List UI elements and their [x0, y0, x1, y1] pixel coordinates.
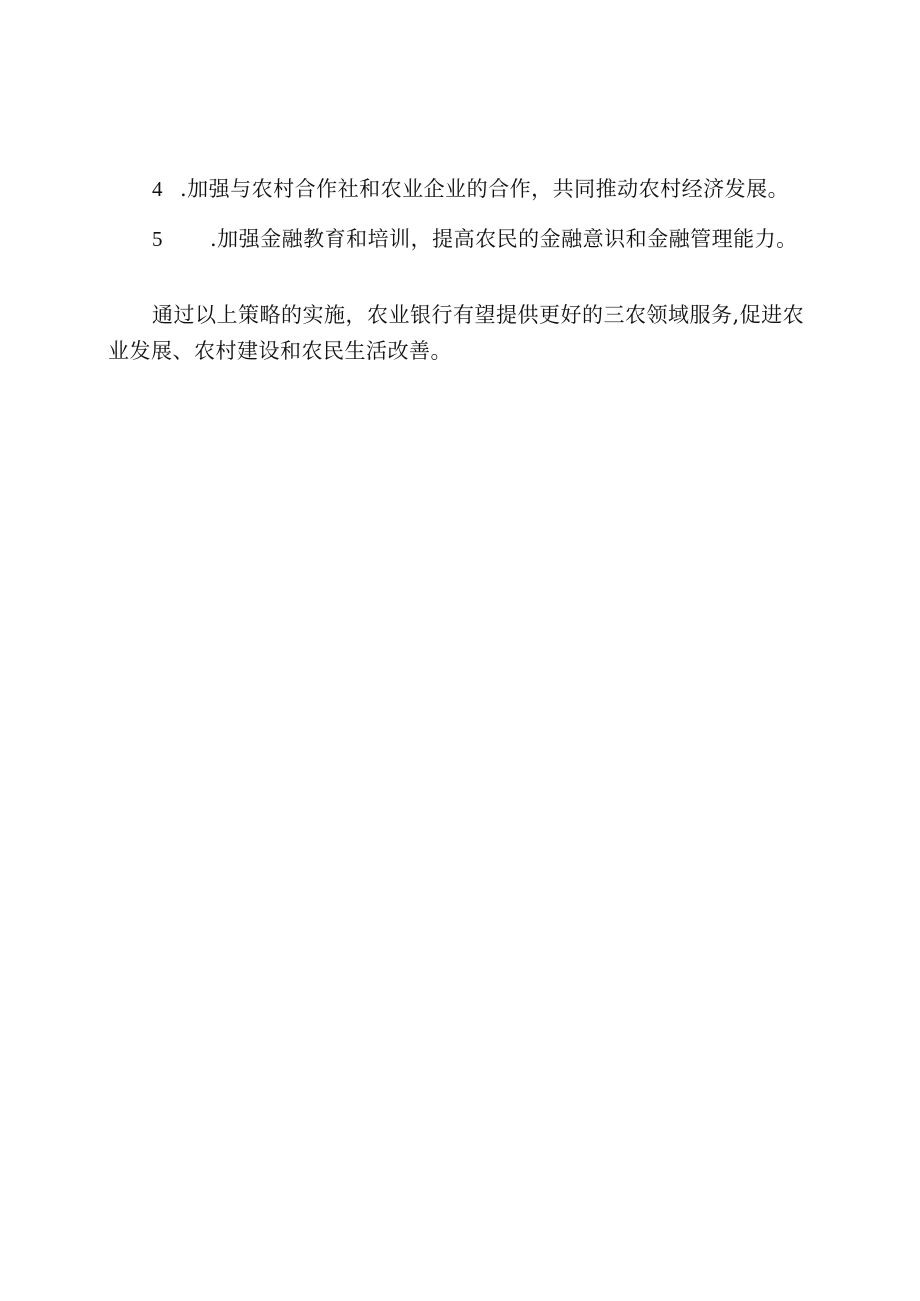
closing-paragraph: 通过以上策略的实施，农业银行有望提供更好的三农领域服务,促进农业发展、农村建设和农民生活改善。 [108, 303, 805, 363]
list-item-text: .加强与农村合作社和农业企业的合作，共同推动农村经济发展。 [180, 177, 790, 201]
list-item-text: .加强金融教育和培训，提高农民的金融意识和金融管理能力。 [210, 227, 798, 251]
list-item-5 [108, 221, 808, 257]
list-number: 5 [152, 227, 163, 251]
list-number: 4 [152, 177, 163, 201]
document-body [108, 171, 808, 369]
list-item-4 [108, 171, 808, 207]
